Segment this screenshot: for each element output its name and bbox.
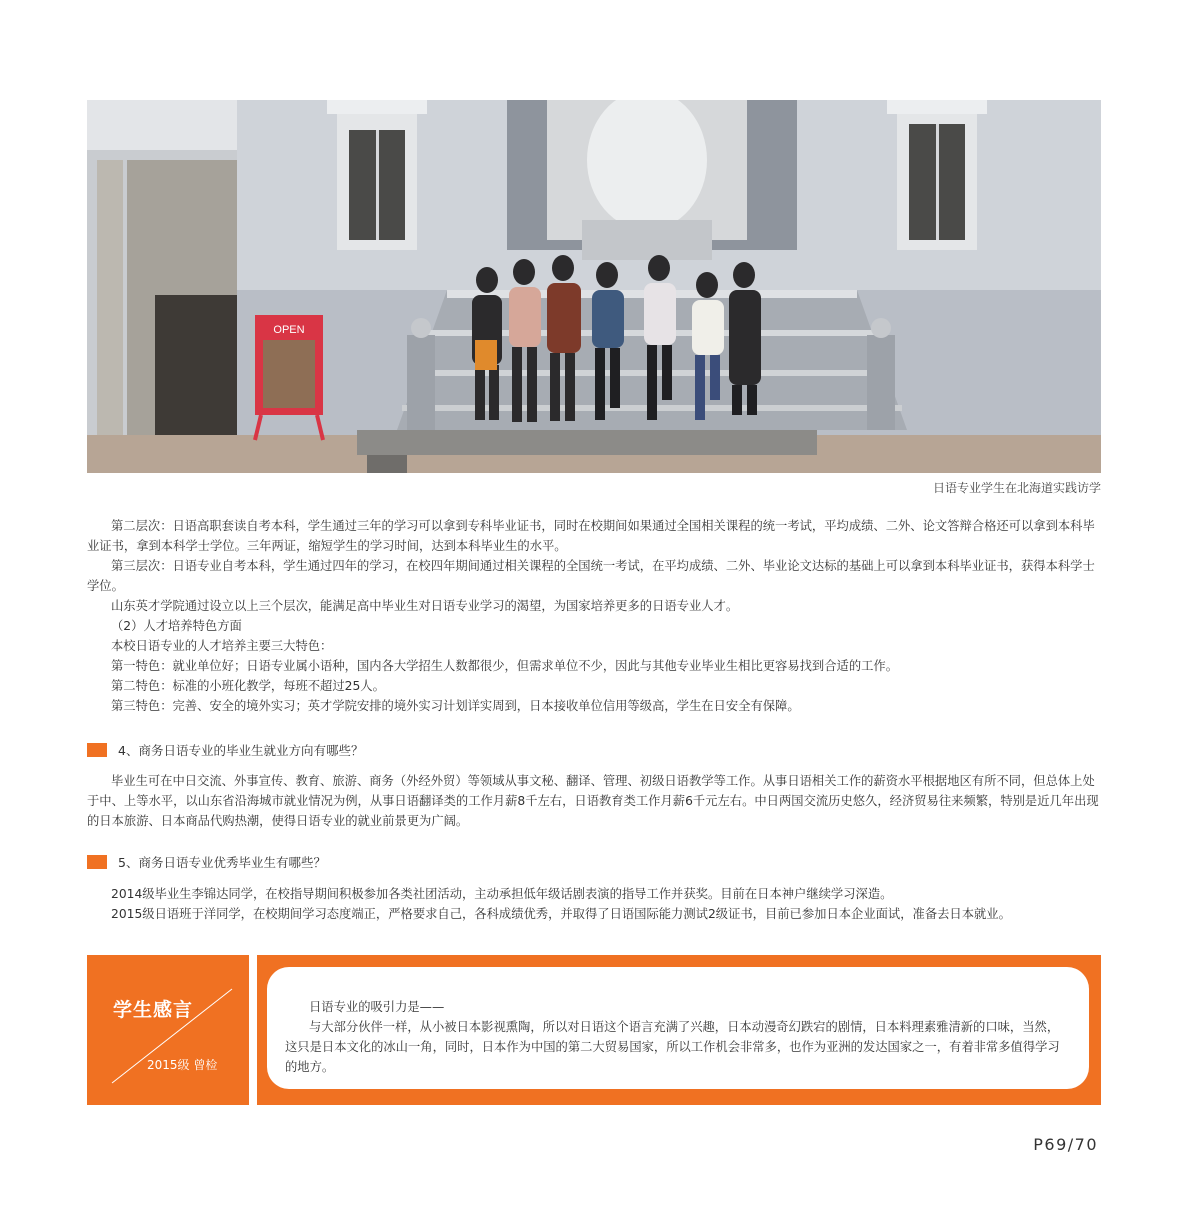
paragraph: （2）人才培养特色方面: [111, 619, 242, 633]
sign-text: OPEN: [273, 324, 305, 336]
paragraph: 第一特色：就业单位好；日语专业属小语种，国内各大学招生人数都很少，但需求单位不少，因此与其他专业毕业生相比更容易找到合适的工作。: [111, 659, 899, 673]
paragraph: 2014级毕业生李锦达同学，在校指导期间积极参加各类社团活动，主动承担低年级话剧表演的指导工作并获奖。目前在日本神户继续学习深造。: [111, 887, 893, 901]
quote-lead: 日语专业的吸引力是——: [309, 1000, 445, 1014]
photo-caption: 日语专业学生在北海道实践访学: [932, 481, 1101, 495]
paragraph: 2015级日语班于洋同学，在校期间学习态度端正，严格要求自己，各科成绩优秀，并取得了日语国际能力测试2级证书，目前已参加日本企业面试，准备去日本就业。: [111, 907, 1011, 921]
quote-title: 学生感言: [113, 999, 194, 1021]
quote-label-panel: [87, 955, 249, 1105]
section-4-title: 4、商务日语专业的毕业生就业方向有哪些？: [118, 743, 364, 758]
group-photo: [87, 100, 1101, 473]
body-text: [87, 516, 1105, 716]
section-4-body: [87, 771, 1105, 831]
paragraph: 第三特色：完善、安全的境外实习；英才学院安排的境外实习计划详实周到，日本接收单位信用等级高，学生在日安全有保障。: [111, 699, 800, 713]
section-5-heading: [87, 853, 326, 871]
quote-body: 与大部分伙伴一样，从小被日本影视熏陶，所以对日语这个语言充满了兴趣，日本动漫奇幻跌宕的剧情，日本料理素雅清新的口味，当然，这只是日本文化的冰山一角，同时，日本作为中国的第二大贸易国家，所以工作机会非常多，也作为亚洲的发达国家之一，有着非常多值得学习的地方。: [285, 1020, 1060, 1074]
section-4-heading: [87, 741, 363, 759]
quote-card: [267, 967, 1089, 1089]
section-marker-icon: [87, 743, 107, 757]
paragraph: 第二特色：标准的小班化教学，每班不超过25人。: [111, 679, 385, 693]
quote-author: 2015级 曾检: [147, 1058, 218, 1072]
paragraph: 毕业生可在中日交流、外事宣传、教育、旅游、商务（外经外贸）等领域从事文秘、翻译、管理、初级日语教学等工作。从事日语相关工作的薪资水平根据地区有所不同，但总体上处于中、上等水平，以山东省沿海城市就业情况为例，从事日语翻译类的工作月薪8千左右，日语教育类工作月薪6千元左右。中日两国交流历史悠久，经济贸易往来频繁，特别是近几年出现的日本旅游、日本商品代购热潮，使得日语专业的就业前景更为广阔。: [87, 774, 1099, 828]
student-quote-box: [87, 955, 1101, 1105]
diagonal-line-icon: [87, 955, 249, 1105]
quote-content-panel: [257, 955, 1101, 1105]
section-marker-icon: [87, 855, 107, 869]
section-5-title: 5、商务日语专业优秀毕业生有哪些？: [118, 855, 326, 870]
paragraph: 第三层次：日语专业自考本科，学生通过四年的学习，在校四年期间通过相关课程的全国统一考试，在平均成绩、二外、毕业论文达标的基础上可以拿到本科毕业证书，获得本科学士学位。: [87, 559, 1095, 593]
photo-illustration: [87, 100, 1101, 473]
section-5-body: [87, 884, 1105, 924]
paragraph: 山东英才学院通过设立以上三个层次，能满足高中毕业生对日语专业学习的渴望，为国家培养更多的日语专业人才。: [111, 599, 739, 613]
page-number: P69/70: [1033, 1135, 1098, 1154]
paragraph: 本校日语专业的人才培养主要三大特色：: [111, 639, 333, 653]
paragraph: 第二层次：日语高职套读自考本科，学生通过三年的学习可以拿到专科毕业证书，同时在校期间如果通过全国相关课程的统一考试，平均成绩、二外、论文答辩合格还可以拿到本科毕业证书，拿到本科学士学位。三年两证，缩短学生的学习时间，达到本科毕业生的水平。: [87, 519, 1095, 553]
